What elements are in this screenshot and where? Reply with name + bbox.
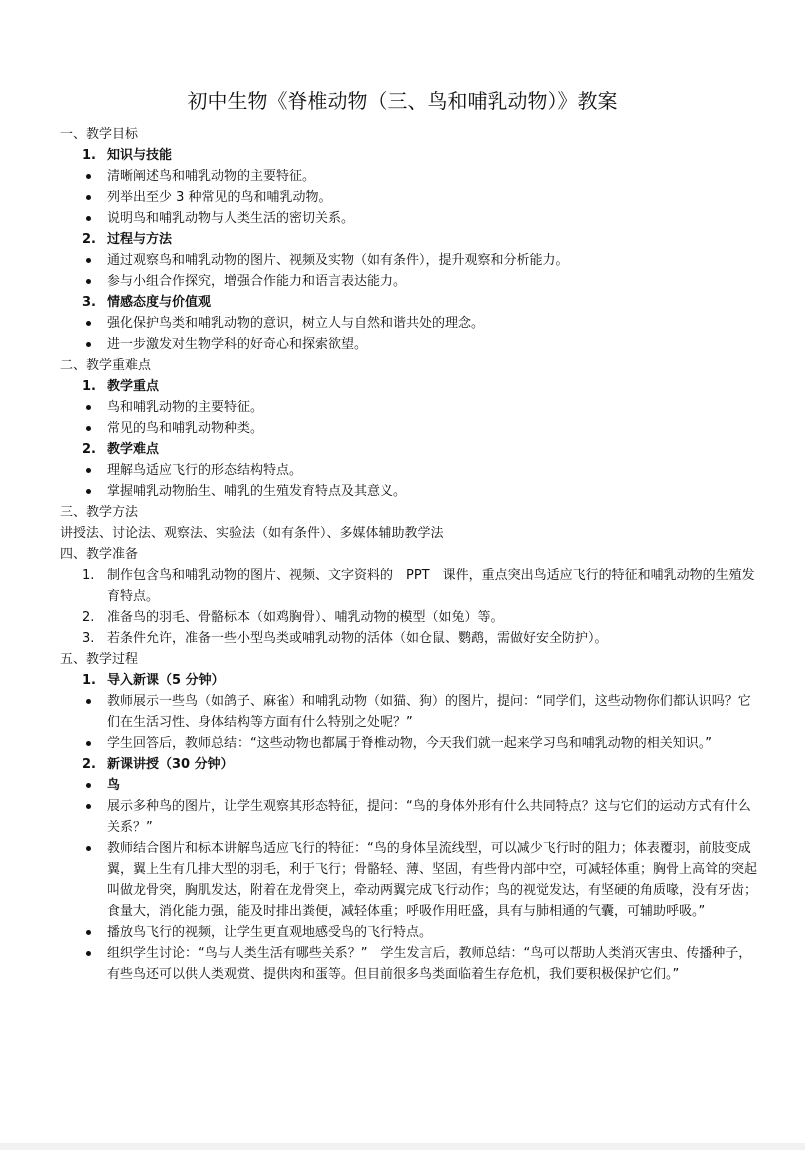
- list-item: [60, 460, 760, 481]
- subheading-key: [60, 376, 760, 397]
- list-item: [60, 397, 760, 418]
- list-item-text: 教师结合图片和标本讲解鸟适应飞行的特征：“鸟的身体呈流线型，可以减少飞行时的阻力；体表覆羽，前肢变成翼，翼上生有几排大型的羽毛，利于飞行；骨骼轻、薄、坚固，有些骨内部中空，可减轻体重；胸骨上高耸的突起叫做龙骨突，胸肌发达，附着在龙骨突上，牵动两翼完成飞行动作；鸟的视觉发达，有坚硬的角质喙，没有牙齿；食量大，消化能力强，能及时排出粪便，减轻体重；呼吸作用旺盛，具有与肺相通的气囊，可辅助呼吸。”: [107, 841, 758, 919]
- list-item: [60, 418, 760, 439]
- bullet-icon: [86, 930, 91, 935]
- list-number: 1.: [82, 148, 96, 163]
- subheading-label: 过程与方法: [107, 232, 173, 247]
- document-body: [60, 124, 760, 985]
- list-item-text: 播放鸟飞行的视频，让学生更直观地感受鸟的飞行特点。: [107, 925, 433, 940]
- prep-item-text: 若条件允许，准备一些小型鸟类或哺乳动物的活体（如仓鼠、鹦鹉，需做好安全防护）。: [107, 631, 608, 646]
- subheading-intro: [60, 670, 760, 691]
- subheading-label: 情感态度与价值观: [107, 295, 212, 310]
- subheading-attitude: [60, 292, 760, 313]
- bullet-icon: [86, 258, 91, 263]
- list-item-text: 展示多种鸟的图片，让学生观察其形态特征，提问：“鸟的身体外形有什么共同特点？这与它们的运动方式有什么关系？”: [107, 799, 751, 835]
- list-item-text: 鸟和哺乳动物的主要特征。: [107, 400, 264, 415]
- list-item: [60, 271, 760, 292]
- bullet-icon: [86, 741, 91, 746]
- list-item: [60, 334, 760, 355]
- bullet-icon: [86, 426, 91, 431]
- list-item-text: 掌握哺乳动物胎生、哺乳的生殖发育特点及其意义。: [107, 484, 407, 499]
- list-item-text: 常见的鸟和哺乳动物种类。: [107, 421, 264, 436]
- bullet-icon: [86, 468, 91, 473]
- list-number: 1.: [82, 673, 96, 688]
- section-heading-goals: 一、教学目标: [60, 127, 139, 142]
- bullet-icon: [86, 195, 91, 200]
- list-item: [60, 313, 760, 334]
- subheading-label: 导入新课（5 分钟）: [107, 673, 225, 688]
- subheading-label: 教学难点: [107, 442, 160, 457]
- list-item-bird: [60, 775, 760, 796]
- list-number: 2.: [82, 610, 95, 625]
- list-item: [60, 250, 760, 271]
- list-item: [60, 481, 760, 502]
- list-item: [60, 691, 760, 733]
- list-number: 1.: [82, 379, 96, 394]
- list-item-text: 通过观察鸟和哺乳动物的图片、视频及实物（如有条件），提升观察和分析能力。: [107, 253, 569, 268]
- list-number: 1.: [82, 568, 95, 583]
- list-item: [60, 922, 760, 943]
- list-item-text: 列举出至少 3 种常见的鸟和哺乳动物。: [107, 190, 332, 205]
- bullet-icon: [86, 216, 91, 221]
- list-item-text: 参与小组合作探究，增强合作能力和语言表达能力。: [107, 274, 407, 289]
- bullet-icon: [86, 846, 91, 851]
- list-number: 2.: [82, 232, 96, 247]
- list-item: [60, 943, 760, 985]
- bullet-icon: [86, 951, 91, 956]
- bullet-icon: [86, 699, 91, 704]
- subheading-label: 知识与技能: [107, 148, 173, 163]
- list-item-text: 清晰阐述鸟和哺乳动物的主要特征。: [107, 169, 316, 184]
- list-item: [60, 838, 760, 922]
- list-item: [60, 733, 760, 754]
- bullet-icon: [86, 489, 91, 494]
- methods-text: 讲授法、讨论法、观察法、实验法（如有条件）、多媒体辅助教学法: [60, 526, 444, 541]
- section-heading-keypoints: 二、教学重难点: [60, 358, 152, 373]
- subheading-difficult: [60, 439, 760, 460]
- section-heading-process: 五、教学过程: [60, 652, 139, 667]
- list-item-text: 进一步激发对生物学科的好奇心和探索欲望。: [107, 337, 368, 352]
- section-heading-methods: 三、教学方法: [60, 505, 139, 520]
- prep-item: [60, 565, 760, 607]
- list-number: 3.: [82, 631, 95, 646]
- list-item-text: 理解鸟适应飞行的形态结构特点。: [107, 463, 303, 478]
- prep-item-text: 准备鸟的羽毛、骨骼标本（如鸡胸骨）、哺乳动物的模型（如兔）等。: [107, 610, 504, 625]
- list-item: [60, 166, 760, 187]
- list-number: 3.: [82, 295, 96, 310]
- bullet-icon: [86, 174, 91, 179]
- bullet-icon: [86, 783, 91, 788]
- subheading-label: 教学重点: [107, 379, 160, 394]
- list-item: [60, 796, 760, 838]
- subheading-process-method: [60, 229, 760, 250]
- subheading-knowledge: [60, 145, 760, 166]
- prep-item-text: 制作包含鸟和哺乳动物的图片、视频、文字资料的 PPT 课件，重点突出鸟适应飞行的特征和哺乳动物的生殖发育特点。: [107, 568, 755, 604]
- list-item: [60, 208, 760, 229]
- section-heading-prep: 四、教学准备: [60, 547, 139, 562]
- subheading-label: 新课讲授（30 分钟）: [107, 757, 234, 772]
- bullet-icon: [86, 405, 91, 410]
- prep-item: [60, 607, 760, 628]
- list-number: 2.: [82, 442, 96, 457]
- prep-item: [60, 628, 760, 649]
- subheading-new-lesson: [60, 754, 760, 775]
- bullet-icon: [86, 804, 91, 809]
- page-title: 初中生物《脊椎动物（三、鸟和哺乳动物）》教案: [187, 89, 618, 113]
- list-item-text: 强化保护鸟类和哺乳动物的意识，树立人与自然和谐共处的理念。: [107, 316, 485, 331]
- list-item-text: 鸟: [107, 778, 121, 793]
- bullet-icon: [86, 321, 91, 326]
- bullet-icon: [86, 342, 91, 347]
- list-item: [60, 187, 760, 208]
- list-item-text: 组织学生讨论：“鸟与人类生活有哪些关系？” 学生发言后，教师总结：“鸟可以帮助人类消灭害虫、传播种子，有些鸟还可以供人类观赏、提供肉和蛋等。但目前很多鸟类面临着生存危机，我们要积极保护它们。”: [107, 946, 752, 982]
- list-item-text: 学生回答后，教师总结：“这些动物也都属于脊椎动物，今天我们就一起来学习鸟和哺乳动物的相关知识。”: [107, 736, 712, 751]
- list-item-text: 说明鸟和哺乳动物与人类生活的密切关系。: [107, 211, 355, 226]
- bullet-icon: [86, 279, 91, 284]
- list-item-text: 教师展示一些鸟（如鸽子、麻雀）和哺乳动物（如猫、狗）的图片，提问：“同学们，这些动物你们都认识吗？它们在生活习性、身体结构等方面有什么特别之处呢？”: [107, 694, 751, 730]
- list-number: 2.: [82, 757, 96, 772]
